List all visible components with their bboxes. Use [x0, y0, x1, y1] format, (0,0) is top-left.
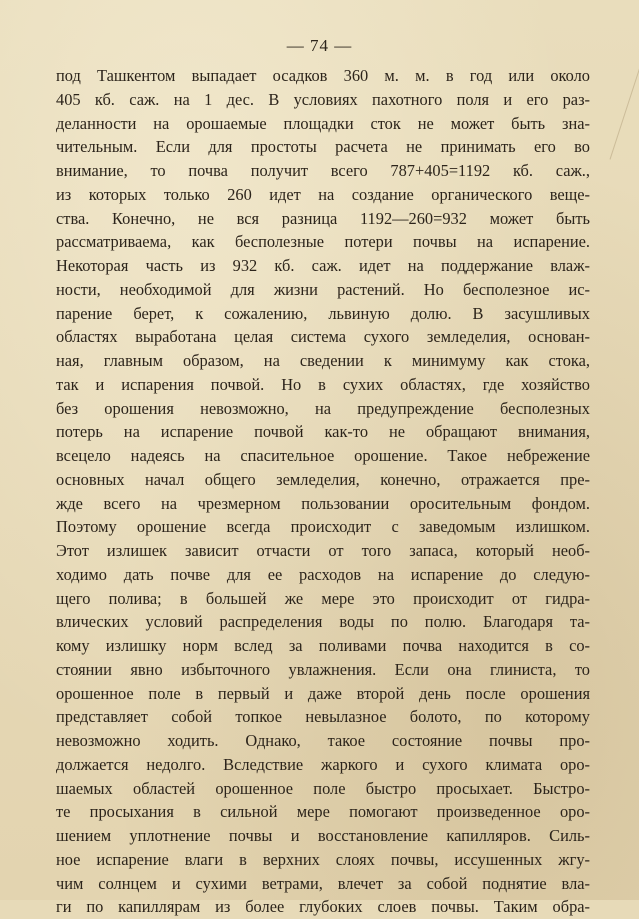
text-line: кому излишку норм вслед за поливами почва находится в со-: [56, 636, 590, 655]
text-line: 405 кб. саж. на 1 дес. В условиях пахотного поля и его раз-: [56, 89, 590, 109]
text-line: шением уплотнение почвы и восстановление капилляров. Силь-: [56, 826, 590, 845]
text-line: так и испарения почвой. Но в сухих областях, где хозяйство: [56, 374, 590, 394]
text-line: шаемых областей орошенное поле быстро просыхает. Быстро-: [56, 778, 590, 798]
text-line: щего полива; в большей же мере это происходит от гидра-: [56, 588, 590, 608]
text-line: чительным. Если для простоты расчета не принимать его во: [56, 137, 590, 157]
text-line: рассматриваема, как бесполезные потери почвы на испарение.: [56, 232, 590, 252]
text-line: невозможно ходить. Однако, такое состояние почвы про-: [56, 731, 590, 750]
text-line: из которых только 260 идет на создание органического веще-: [56, 184, 590, 204]
text-line: основных начал общего земледелия, конечно, отражается пре-: [56, 469, 590, 489]
text-line: областях выработана целая система сухого земледелия, основан-: [56, 327, 590, 347]
text-line: ная, главным образом, на сведении к минимуму как стока,: [56, 351, 590, 370]
body-text: [56, 64, 590, 919]
text-line: деланности на орошаемые площадки сток не может быть зна-: [56, 113, 590, 133]
text-line: внимание, то почва получит всего 787+405=1192 кб. саж.,: [56, 161, 590, 180]
text-line: чим солнцем и сухими ветрами, влечет за собой поднятие вла-: [56, 873, 590, 893]
text-line: стоянии явно избыточного увлажнения. Если она глиниста, то: [56, 659, 590, 679]
page-number: — 74 —: [286, 36, 353, 55]
text-line: Этот излишек зависит отчасти от того запаса, который необ-: [56, 541, 590, 560]
text-line: потерь на испарение почвой как-то не обращают внимания,: [56, 422, 590, 442]
text-line: влических условий распределения воды по полю. Благодаря та-: [56, 612, 590, 632]
text-line: парение берет, к сожалению, львиную долю. В засушливых: [56, 303, 590, 323]
text-line: Некоторая часть из 932 кб. саж. идет на поддержание влаж-: [56, 256, 590, 275]
text-line: под Ташкентом выпадает осадков 360 м. м. в год или около: [56, 66, 590, 85]
text-line: жде всего на чрезмерном пользовании оросительным фондом.: [56, 493, 590, 513]
text-line: ности, необходимой для жизни растений. Но бесполезное ис-: [56, 279, 590, 299]
text-line: представляет собой топкое невылазное болото, по которому: [56, 707, 590, 727]
text-line: без орошения невозможно, на предупреждение бесполезных: [56, 398, 590, 418]
text-line: ства. Конечно, не вся разница 1192—260=932 может быть: [56, 208, 590, 228]
text-line: Поэтому орошение всегда происходит с заведомым излишком.: [56, 517, 590, 537]
text-line: ходимо дать почве для ее расходов на испарение до следую-: [56, 564, 590, 584]
text-line: должается недолго. Вследствие жаркого и сухого климата оро-: [56, 754, 590, 774]
text-line: ное испарение влаги в верхних слоях почвы, иссушенных жгу-: [56, 849, 590, 869]
text-line: всецело надеясь на спасительное орошение. Такое небрежение: [56, 446, 590, 465]
text-line: те просыхания в сильной мере помогают произведенное оро-: [56, 802, 590, 822]
text-line: ги по капиллярам из более глубоких слоев почвы. Таким обра-: [56, 897, 590, 917]
text-line: орошенное поле в первый и даже второй день после орошения: [56, 683, 590, 703]
